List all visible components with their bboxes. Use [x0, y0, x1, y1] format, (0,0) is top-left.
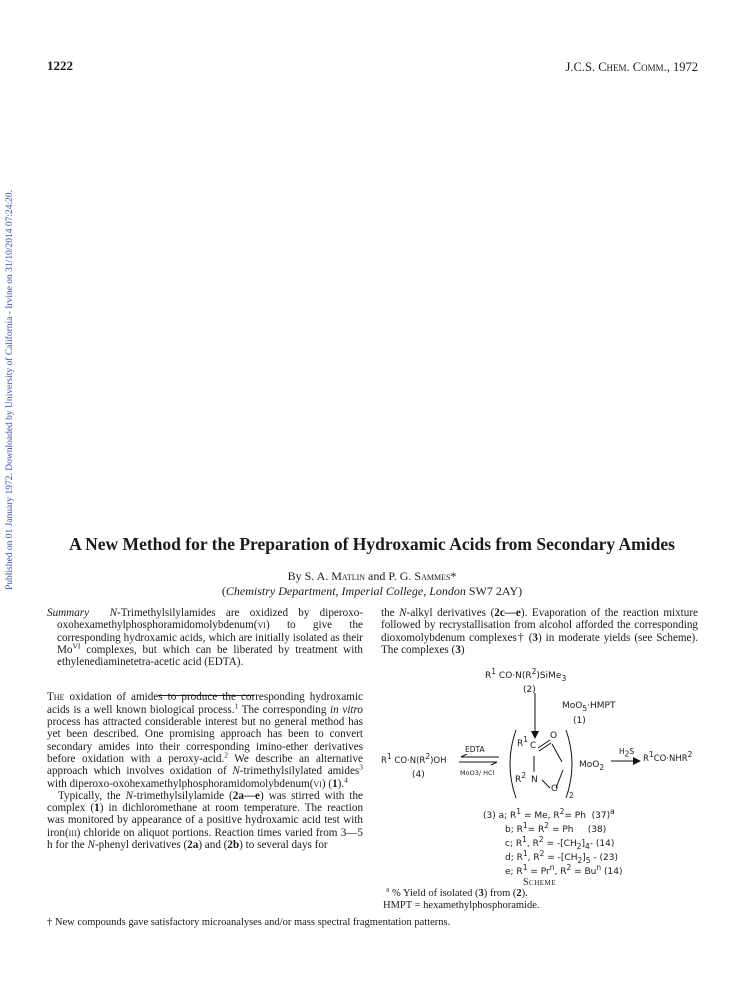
- reaction-scheme: [381, 665, 698, 885]
- equilibrium-arrows: [457, 754, 501, 766]
- h2s-reagent: $H_2S$: [619, 747, 635, 759]
- compound-2-label: (2): [523, 685, 536, 695]
- body-paragraph-1: The oxidation of amides to produce the corresponding hydroxamic acids is a well known biological process.$^1$ The corresponding in vitro process has attracted considerable interest but no general method has yet been described. One promising approach has been to convert secondary amides into their corresponding imino-ether derivatives before oxidation with a peroxy-acid.$^2$ We describe an alternative approach which involves oxidation of N-trimethylsilylated amides$^3$ with diperoxo-oxohexamethylphosphoramidomolybdenum(vi) (1).$^4$: [47, 691, 364, 790]
- scheme-label: Scheme: [522, 877, 557, 888]
- complex-r2: $R^2$: [515, 771, 527, 785]
- product-arrow: [611, 757, 641, 765]
- summary: Summary N-Trimethylsilylamides are oxidized by diperoxo-oxohexamethylphosphoramidomolybdenum(vi) to give the corresponding hydroxamic acids, which are initially isolated as their $Mo^{VI}$ complexes, but which can be liberated by treatment with ethylenediaminetetra-acetic acid (EDTA).: [47, 607, 363, 669]
- page-number: 1222: [47, 58, 73, 73]
- body-paragraph-3: the N-alkyl derivatives (2c—e). Evaporation of the reaction mixture followed by recrystallisation from alcohol afforded the corresponding dioxomolybdenum complexes† (3) in moderate yields (see Scheme). The complexes (3): [381, 607, 698, 656]
- complex-carbon: C: [530, 741, 537, 751]
- silyl-amide-2: $R^1$ $CO\cdot N(R^2)SiMe_3$: [485, 667, 567, 683]
- amide-product: $R^1CO\cdot NHR^2$: [643, 750, 693, 764]
- moo3-hcl-reagent: MoO3/ HCl: [460, 769, 495, 777]
- footnote-dagger: † New compounds gave satisfactory microanalyses and/or mass spectral fragmentation patterns.: [47, 917, 451, 928]
- scheme-footnote-hmpt: HMPT = hexamethylphosphoramide.: [383, 900, 540, 911]
- complex-oxygen-top: O: [550, 731, 558, 741]
- reagent-1: MoO$_5$·HMPT: [562, 701, 616, 713]
- scheme-entry-a: (3) a; $R^1 = Me$, $R^2= Ph$ $(37)^a$: [483, 807, 615, 821]
- download-watermark-text[interactable]: Published on 01 January 1972. Downloaded by University of California - Irvine on 31/10/2014 07:24:20.: [5, 189, 15, 591]
- right-column: [381, 607, 698, 656]
- section-divider: [158, 695, 254, 696]
- download-watermark[interactable]: [1, 140, 19, 640]
- scheme-entry-c: c; $R^1$, $R^2 = -[CH_2]_4-$ (14): [505, 835, 615, 851]
- journal-citation-text: J.C.S. Chem. Comm., 1972: [565, 60, 698, 74]
- article-title: A New Method for the Preparation of Hydroxamic Acids from Secondary Amides: [69, 534, 675, 554]
- edta-reagent: EDTA: [465, 745, 485, 754]
- hydroxamic-acid-4: $R^1$ $CO\cdot N(R^2)OH$: [381, 752, 447, 766]
- scheme-footnote-a: $^a$ % Yield of isolated (3) from (2).: [386, 884, 528, 899]
- scheme-entry-b: b; $R^1= R^2 = Ph$ (38): [505, 821, 607, 835]
- scheme-entry-d: d; $R^1$, $R^2 = -[CH_2]_5 - (23)$: [505, 849, 619, 865]
- complex-r1: $R^1$: [517, 735, 529, 749]
- compound-4-label: (4): [412, 770, 425, 780]
- complex-subscript: 2: [569, 791, 574, 800]
- article-affiliation: (Chemistry Department, Imperial College, London SW7 2AY): [221, 584, 523, 598]
- left-column: [47, 607, 363, 851]
- journal-citation: [566, 60, 698, 75]
- article-authors: By S. A. Matlin and P. G. Sammes*: [287, 569, 457, 583]
- reagent-1-label: (1): [573, 716, 586, 726]
- moo2-fragment: MoO$_2$: [579, 760, 605, 772]
- complex-nitrogen: N: [531, 775, 538, 785]
- scheme-entry-e: e; $R^1 = Pr^n$, $R^2 = Bu^n$ (14): [505, 863, 623, 877]
- body-paragraph-2: Typically, the N-trimethylsilylamide (2a—e) was stirred with the complex (1) in dichloromethane at room temperature. The reaction was monitored by appearance of a positive hydroxamic acid test with iron(iii) chloride on aliquot portions. Reaction times varied from 3—5 h for the N-phenyl derivatives (2a) and (2b) to several days for: [47, 789, 364, 852]
- complex-oxygen-bottom: O: [551, 784, 559, 794]
